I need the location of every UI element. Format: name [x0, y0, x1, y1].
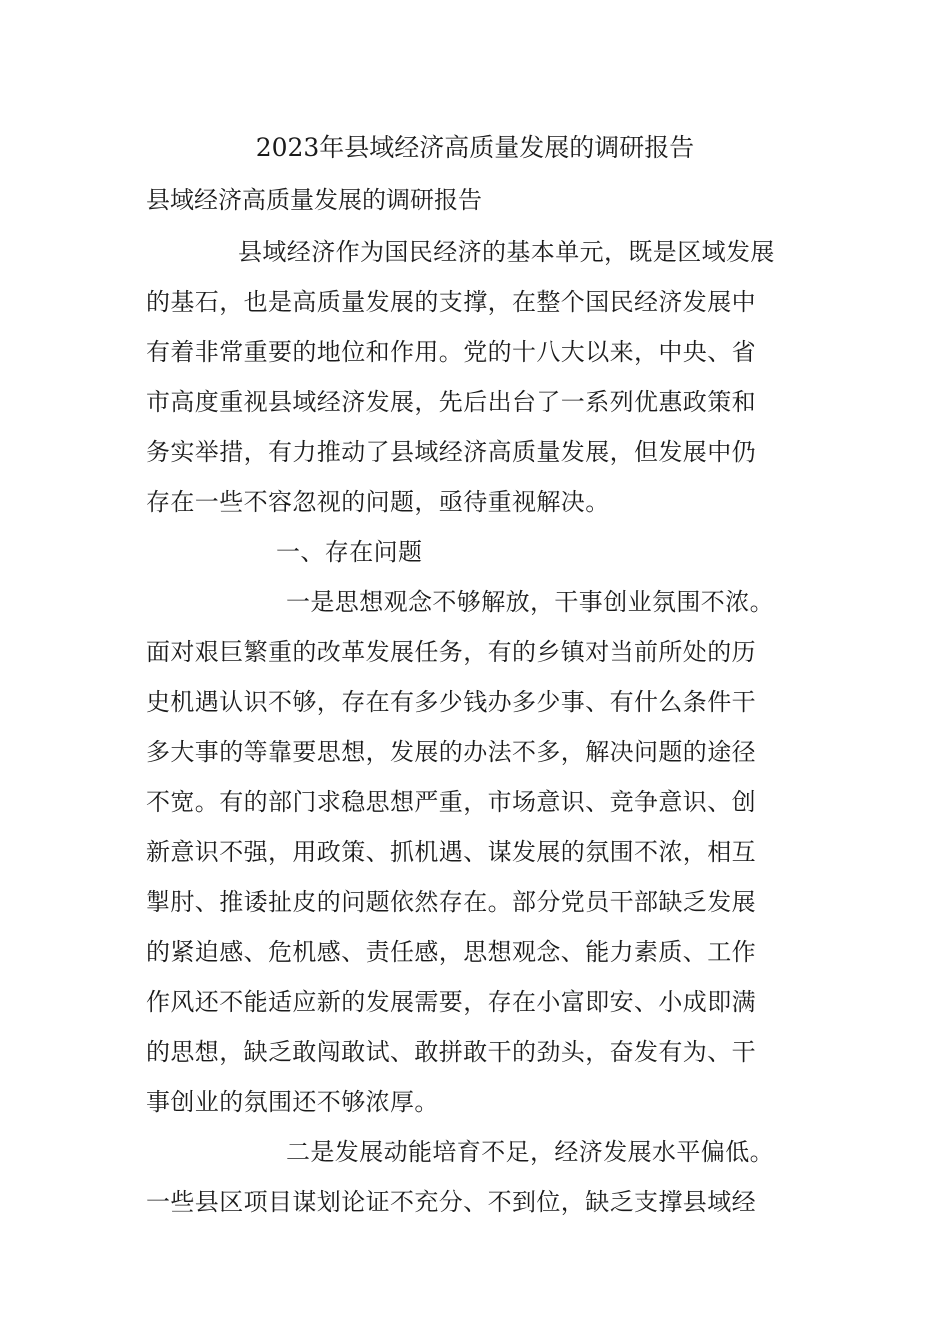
paragraph-line: 的思想，缺乏敢闯敢试、敢拼敢干的劲头，奋发有为、干 — [146, 1038, 756, 1066]
document-title: 2023年县域经济高质量发展的调研报告 — [255, 133, 695, 162]
paragraph-line: 市高度重视县域经济发展，先后出台了一系列优惠政策和 — [146, 388, 756, 416]
paragraph-line: 一些县区项目谋划论证不充分、不到位，缺乏支撑县域经 — [146, 1188, 756, 1216]
paragraph-line: 史机遇认识不够，存在有多少钱办多少事、有什么条件干 — [146, 688, 756, 716]
paragraph-line: 二是发展动能培育不足，经济发展水平偏低。 — [286, 1138, 774, 1166]
paragraph-line: 一是思想观念不够解放，干事创业氛围不浓。 — [286, 588, 774, 616]
paragraph-line: 有着非常重要的地位和作用。党的十八大以来，中央、省 — [146, 338, 756, 366]
paragraph-line: 多大事的等靠要思想，发展的办法不多，解决问题的途径 — [146, 738, 756, 766]
document-subtitle: 县域经济高质量发展的调研报告 — [146, 186, 482, 214]
paragraph-line: 县域经济作为国民经济的基本单元，既是区域发展 — [238, 238, 775, 266]
paragraph-line: 作风还不能适应新的发展需要，存在小富即安、小成即满 — [146, 988, 756, 1016]
paragraph-line: 事创业的氛围还不够浓厚。 — [146, 1088, 439, 1116]
paragraph-line: 的紧迫感、危机感、责任感，思想观念、能力素质、工作 — [146, 938, 756, 966]
paragraph-line: 新意识不强，用政策、抓机遇、谋发展的氛围不浓，相互 — [146, 838, 756, 866]
paragraph-line: 存在一些不容忽视的问题，亟待重视解决。 — [146, 488, 610, 516]
paragraph-line: 面对艰巨繁重的改革发展任务，有的乡镇对当前所处的历 — [146, 638, 756, 666]
paragraph-line: 掣肘、推诿扯皮的问题依然存在。部分党员干部缺乏发展 — [146, 888, 756, 916]
paragraph-line: 的基石，也是高质量发展的支撑，在整个国民经济发展中 — [146, 288, 756, 316]
paragraph-line: 务实举措，有力推动了县域经济高质量发展，但发展中仍 — [146, 438, 756, 466]
paragraph-line: 不宽。有的部门求稳思想严重，市场意识、竞争意识、创 — [146, 788, 756, 816]
section-heading: 一、存在问题 — [276, 538, 423, 566]
